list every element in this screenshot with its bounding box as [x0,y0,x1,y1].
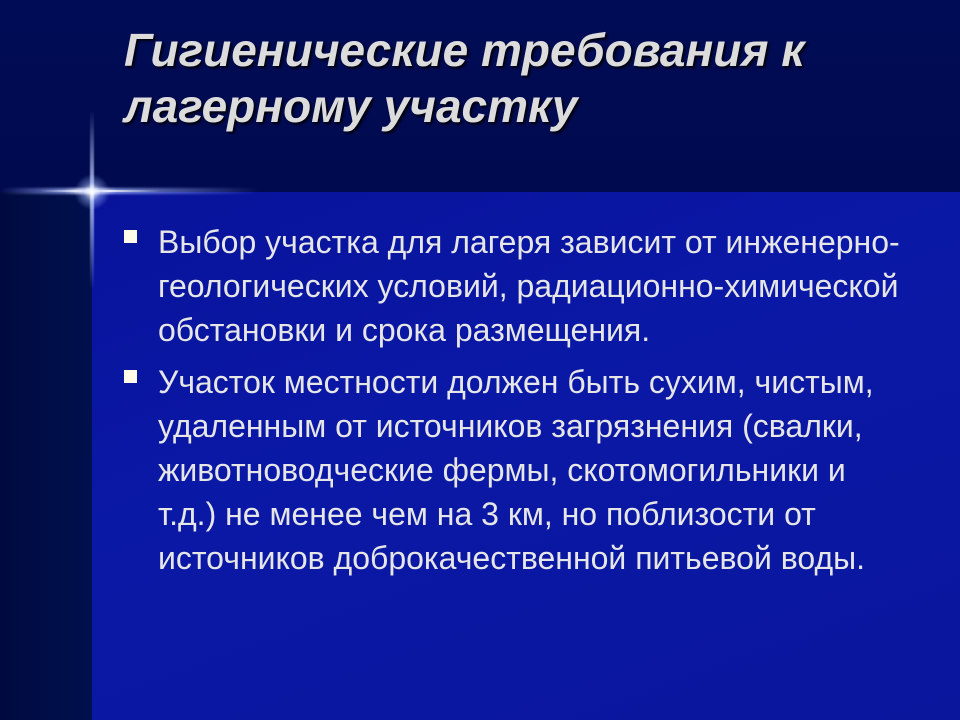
left-margin-band [0,192,92,720]
bullet-text: Выбор участка для лагеря зависит от инженерно-геологических условий, радиационно-химической обстановки и срока размещения. [158,224,900,348]
bullet-item [122,220,902,352]
square-bullet-icon [124,370,137,383]
bullet-item [122,360,902,580]
slide-title: Гигиенические требования к лагерному участку [124,24,805,132]
square-bullet-icon [124,230,137,243]
bullet-list [122,220,902,588]
sparkle-star-icon [74,174,110,210]
bullet-text: Участок местности должен быть сухим, чистым, удаленным от источников загрязнения (свалки, животноводческие фермы, скотомогильники и т.д.) не менее чем на 3 км, но поблизости от источников доброкачественной питьевой воды. [158,364,874,576]
